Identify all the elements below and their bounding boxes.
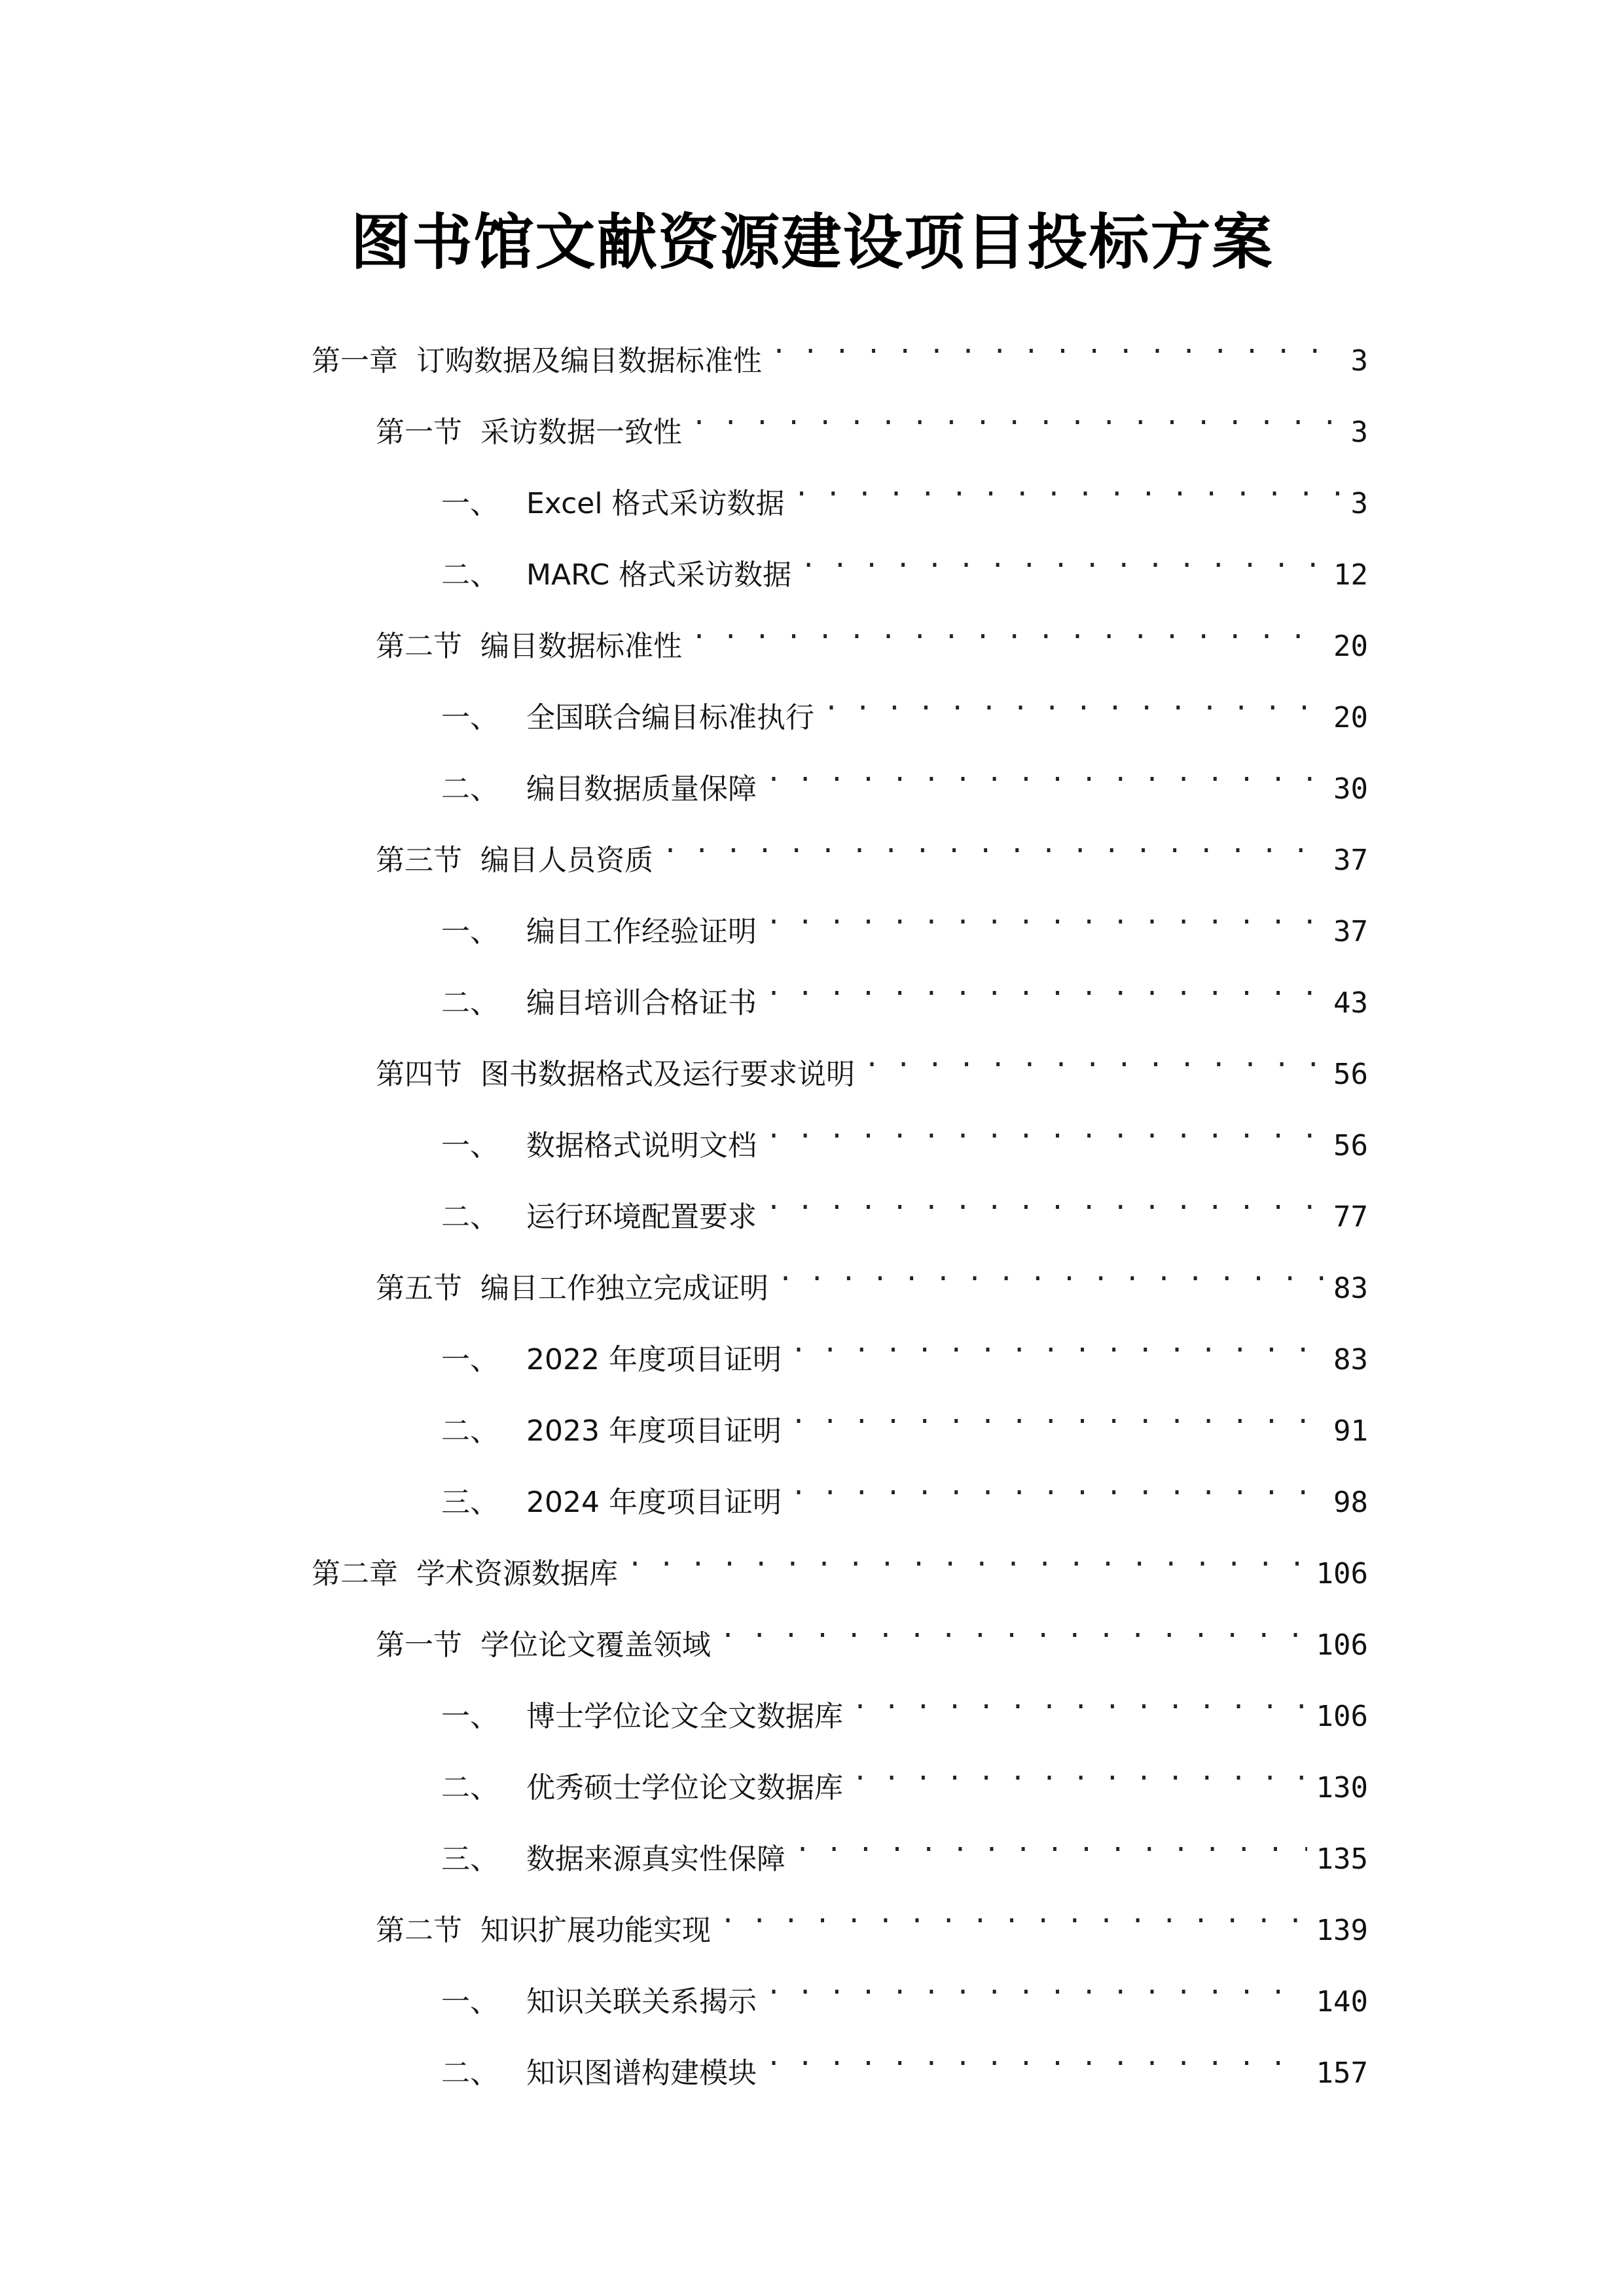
toc-entry-section[interactable] [376, 1246, 1368, 1305]
toc-number: 三、 [441, 1486, 499, 1519]
toc-entry-subsection[interactable] [441, 746, 1368, 806]
toc-number: 第一节 [376, 1628, 462, 1662]
toc-page-number: 30 [1333, 772, 1368, 806]
toc-entry-subsection[interactable] [441, 1388, 1368, 1448]
toc-number: 二、 [441, 986, 499, 1020]
toc-page-number: 43 [1333, 986, 1368, 1020]
toc-entry-section[interactable] [376, 603, 1368, 663]
toc-title: 2024 年度项目证明 [526, 1486, 782, 1519]
toc-entry-subsection[interactable] [441, 889, 1368, 948]
dot-leader [864, 1031, 1324, 1084]
toc-page-number: 20 [1333, 630, 1368, 663]
toc-title: 编目培训合格证书 [526, 986, 757, 1020]
toc-page-number: 135 [1316, 1842, 1368, 1876]
toc-number: 一、 [441, 487, 499, 520]
dot-leader [766, 1959, 1307, 2011]
toc-page-number: 83 [1333, 1343, 1368, 1376]
toc-title: 知识关联关系揭示 [526, 1985, 757, 2018]
dot-leader [766, 746, 1324, 798]
toc-number: 第一节 [376, 416, 462, 449]
toc-title: 学术资源数据库 [416, 1557, 618, 1590]
dot-leader [823, 675, 1324, 727]
toc-entry-chapter[interactable] [312, 1531, 1368, 1590]
toc-number: 一、 [441, 1985, 499, 2018]
toc-number: 二、 [441, 1771, 499, 1804]
toc-page-number: 91 [1333, 1414, 1368, 1448]
toc-page-number: 130 [1316, 1771, 1368, 1804]
toc-title: 数据来源真实性保障 [526, 1842, 785, 1876]
toc-title: Excel 格式采访数据 [526, 487, 785, 520]
toc-number: 第二节 [376, 630, 462, 663]
toc-entry-subsection[interactable] [441, 960, 1368, 1020]
toc-number: 二、 [441, 2056, 499, 2090]
dot-leader [801, 532, 1324, 584]
toc-entry-subsection[interactable] [441, 1816, 1368, 1876]
toc-entry-subsection[interactable] [441, 1674, 1368, 1733]
dot-leader [691, 389, 1342, 442]
toc-number: 一、 [441, 1700, 499, 1733]
dot-leader [720, 1888, 1307, 1940]
toc-number: 一、 [441, 701, 499, 734]
toc-entry-subsection[interactable] [441, 1317, 1368, 1376]
toc-number: 第二节 [376, 1914, 462, 1947]
toc-page-number: 3 [1350, 416, 1368, 449]
toc-title: 图书数据格式及运行要求说明 [480, 1058, 855, 1091]
dot-leader [766, 889, 1324, 941]
dot-leader [766, 2030, 1307, 2083]
dot-leader [778, 1246, 1324, 1298]
toc-title: 采访数据一致性 [480, 416, 682, 449]
toc-page-number: 3 [1350, 487, 1368, 520]
toc-title: 2022 年度项目证明 [526, 1343, 782, 1376]
toc-title: 全国联合编目标准执行 [526, 701, 814, 734]
toc-entry-subsection[interactable] [441, 1460, 1368, 1519]
toc-number: 二、 [441, 1200, 499, 1234]
toc-page-number: 56 [1333, 1058, 1368, 1091]
toc-entry-subsection[interactable] [441, 2030, 1368, 2090]
toc-entry-chapter[interactable] [312, 318, 1368, 378]
dot-leader [691, 603, 1324, 656]
toc-entry-section[interactable] [376, 389, 1368, 449]
toc-entry-subsection[interactable] [441, 532, 1368, 592]
toc-number: 三、 [441, 1842, 499, 1876]
toc-title: 编目工作经验证明 [526, 915, 757, 948]
toc-entry-subsection[interactable] [441, 461, 1368, 520]
toc-number: 一、 [441, 1129, 499, 1162]
toc-title: 知识扩展功能实现 [480, 1914, 711, 1947]
dot-leader [852, 1674, 1307, 1726]
dot-leader [766, 960, 1324, 1013]
toc-number: 二、 [441, 1414, 499, 1448]
dot-leader [662, 817, 1324, 870]
toc-page-number: 20 [1333, 701, 1368, 734]
toc-number: 第五节 [376, 1272, 462, 1305]
dot-leader [771, 318, 1342, 370]
dot-leader [766, 1103, 1324, 1155]
dot-leader [720, 1602, 1307, 1655]
toc-page-number: 106 [1316, 1628, 1368, 1662]
toc-page-number: 106 [1316, 1700, 1368, 1733]
toc-page-number: 37 [1333, 844, 1368, 877]
toc-number: 二、 [441, 558, 499, 592]
dot-leader [852, 1745, 1307, 1797]
toc-page-number: 3 [1350, 344, 1368, 378]
dot-leader [791, 1388, 1324, 1441]
toc-page-number: 12 [1333, 558, 1368, 592]
toc-entry-subsection[interactable] [441, 1103, 1368, 1162]
toc-number: 二、 [441, 772, 499, 806]
dot-leader [795, 1816, 1307, 1869]
toc-title: 订购数据及编目数据标准性 [416, 344, 762, 378]
toc-title: 编目人员资质 [480, 844, 653, 877]
toc-page-number: 98 [1333, 1486, 1368, 1519]
toc-page-number: 139 [1316, 1914, 1368, 1947]
toc-title: 知识图谱构建模块 [526, 2056, 757, 2090]
toc-number: 一、 [441, 915, 499, 948]
toc-page-number: 157 [1316, 2056, 1368, 2090]
toc-page-number: 56 [1333, 1129, 1368, 1162]
toc-title: 优秀硕士学位论文数据库 [526, 1771, 843, 1804]
toc-title: 编目数据标准性 [480, 630, 682, 663]
toc-title: 数据格式说明文档 [526, 1129, 757, 1162]
page-title: 图书馆文献资源建设项目投标方案 [350, 207, 1274, 278]
toc-entry-subsection[interactable] [441, 1959, 1368, 2018]
toc-number: 一、 [441, 1343, 499, 1376]
toc-page-number: 83 [1333, 1272, 1368, 1305]
toc-number: 第三节 [376, 844, 462, 877]
toc-entry-section[interactable] [376, 1602, 1368, 1662]
toc-title: 编目数据质量保障 [526, 772, 757, 806]
toc-title: 博士学位论文全文数据库 [526, 1700, 843, 1733]
toc-title: 编目工作独立完成证明 [480, 1272, 768, 1305]
toc-entry-section[interactable] [376, 817, 1368, 877]
toc-title: 2023 年度项目证明 [526, 1414, 782, 1448]
toc-title: MARC 格式采访数据 [526, 558, 792, 592]
toc-title: 学位论文覆盖领域 [480, 1628, 711, 1662]
dot-leader [766, 1174, 1324, 1227]
toc-entry-section[interactable] [376, 1031, 1368, 1091]
toc-entry-subsection[interactable] [441, 675, 1368, 734]
toc-page-number: 37 [1333, 915, 1368, 948]
toc-page-number: 106 [1316, 1557, 1368, 1590]
toc-number: 第四节 [376, 1058, 462, 1091]
toc-number: 第一章 [312, 344, 398, 378]
dot-leader [627, 1531, 1307, 1583]
toc-page-number: 77 [1333, 1200, 1368, 1234]
dot-leader [791, 1317, 1324, 1369]
toc-page-number: 140 [1316, 1985, 1368, 2018]
toc-number: 第二章 [312, 1557, 398, 1590]
toc-entry-section[interactable] [376, 1888, 1368, 1947]
toc-title: 运行环境配置要求 [526, 1200, 757, 1234]
toc-entry-subsection[interactable] [441, 1745, 1368, 1804]
dot-leader [791, 1460, 1324, 1512]
dot-leader [794, 461, 1342, 513]
toc-entry-subsection[interactable] [441, 1174, 1368, 1234]
